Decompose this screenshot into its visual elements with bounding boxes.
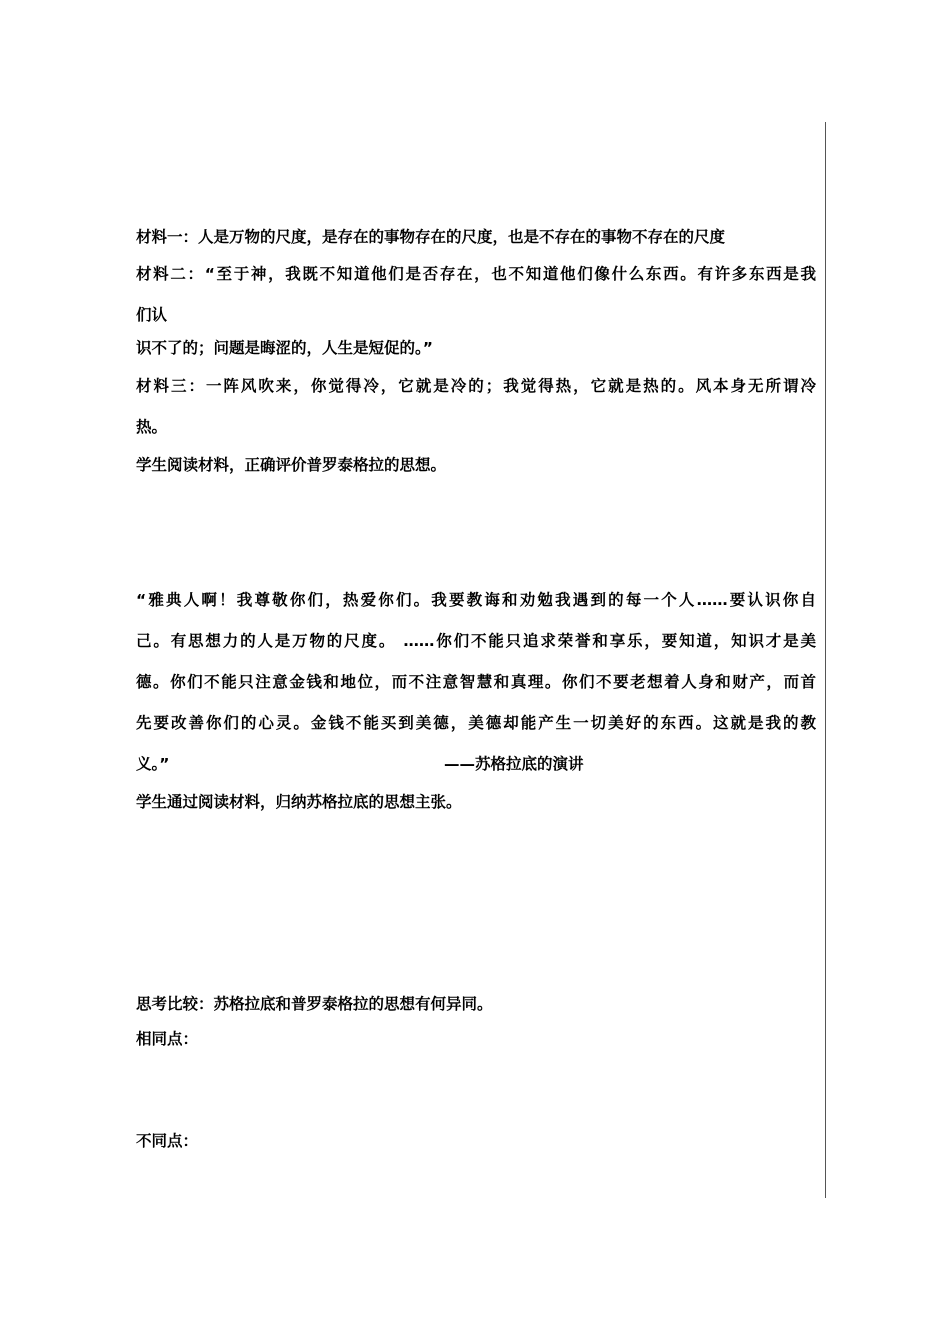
compare-prompt: 思考比较：苏格拉底和普罗泰格拉的思想有何异同。 [136,995,493,1013]
quote-line-1: “雅典人啊！我尊敬你们，热爱你们。我要教诲和劝勉我遇到的每一个人……要认识你自 [136,591,816,609]
quote-attribution: ——苏格拉底的演讲 [444,755,584,773]
quote-line-3: 德。你们不能只注意金钱和地位，而不注意智慧和真理。你们不要老想着人身和财产，而首 [136,673,816,691]
quote-line-5: 义。” [136,755,170,773]
task-summarize-socrates: 学生通过阅读材料，归纳苏格拉底的思想主张。 [136,793,462,811]
material-3-line-1: 材料三：一阵风吹来，你觉得冷，它就是冷的；我觉得热，它就是热的。风本身无所谓冷 [136,377,816,395]
material-2-line-1: 材料二：“至于神，我既不知道他们是否存在，也不知道他们像什么东西。有许多东西是我 [136,265,816,283]
material-2-line-3: 识不了的；问题是晦涩的，人生是短促的。” [136,339,433,357]
same-points-label: 相同点： [136,1030,199,1048]
material-1: 材料一：人是万物的尺度，是存在的事物存在的尺度，也是不存在的事物不存在的尺度 [136,228,726,246]
different-points-label: 不同点： [136,1132,199,1150]
task-evaluate-protagoras: 学生阅读材料，正确评价普罗泰格拉的思想。 [136,456,447,474]
right-margin-rule [825,122,826,1198]
material-3-line-2: 热。 [136,418,168,436]
quote-line-2: 己。有思想力的人是万物的尺度。 ……你们不能只追求荣誉和享乐，要知道，知识才是美 [136,632,816,650]
quote-line-4: 先要改善你们的心灵。金钱不能买到美德，美德却能产生一切美好的东西。这就是我的教 [136,714,816,732]
material-2-line-2: 们认 [136,306,168,324]
